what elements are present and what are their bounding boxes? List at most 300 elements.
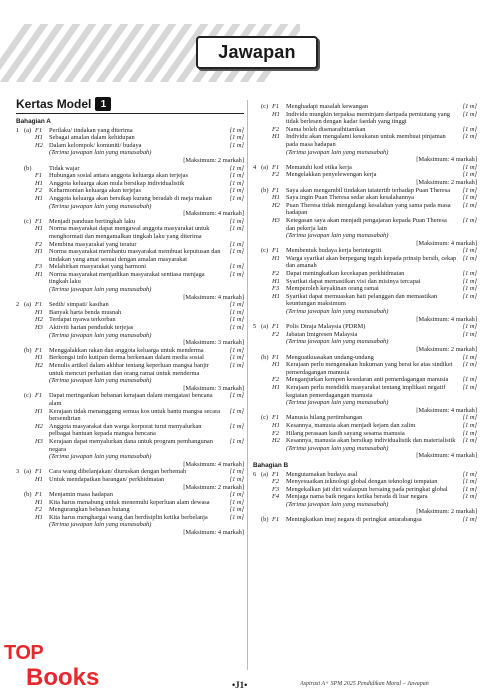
- answer-code: H1: [35, 225, 43, 233]
- answer-row: [16, 294, 244, 302]
- question-part: [24, 484, 35, 492]
- question-number: [253, 493, 261, 501]
- answer-row: [253, 346, 477, 354]
- mark-value: [1 m]: [229, 164, 244, 172]
- mark-value: [1 m]: [229, 194, 244, 202]
- question-part: (a): [261, 163, 269, 171]
- answer-code: [35, 165, 49, 173]
- question-number: 3: [16, 468, 20, 476]
- answer-row: [253, 164, 477, 172]
- question-number: [253, 156, 261, 164]
- question-number: [16, 347, 24, 355]
- question-number: 5: [253, 323, 257, 331]
- answer-code: F1: [272, 163, 280, 171]
- question-number: [253, 240, 261, 248]
- answer-text: Manusia hilang pertimbangan: [286, 414, 363, 422]
- question-number: [253, 516, 261, 524]
- answer-text: Kita harus menabung untuk menemuhi keperluan alam dewasa: [49, 498, 210, 506]
- answer-code: H1: [35, 270, 43, 278]
- question-number: [253, 103, 261, 111]
- answer-text: Polis Diraja Malaysia (PDRM): [286, 323, 366, 331]
- answer-text: Hubungan sosial antara anggota keluarga akan terjejas: [49, 172, 189, 180]
- question-number: [253, 376, 261, 384]
- mark-value: [1 m]: [462, 270, 477, 278]
- answer-text: Kerajaan dapat menyalurkan dana untuk program pembangunan negara: [49, 437, 213, 453]
- question-number: [16, 203, 24, 211]
- mark-value: [1 m]: [229, 187, 244, 195]
- answer-text: Individu mungkin terpaksa meminjam daripada pemiutang yang tidak berlesen dengan kadar faedah yang tinggi: [286, 110, 450, 126]
- answer-text: Jabatan Imigresen Malaysia: [286, 330, 358, 338]
- section-heading: Bahagian B: [253, 461, 289, 469]
- question-part: [261, 376, 272, 384]
- question-number: 6: [253, 470, 257, 478]
- question-part: [24, 316, 35, 324]
- answer-code: [272, 452, 286, 460]
- answer-text: Syarikat dapat memastikan visi dan misinya tercapai: [286, 277, 421, 285]
- answer-code: F1: [272, 516, 280, 524]
- question-number: [16, 392, 24, 407]
- question-number: [16, 187, 24, 195]
- answer-text: Mengurangkan bebanan hutang: [49, 506, 130, 514]
- mark-value: [1 m]: [229, 324, 244, 332]
- question-part: [261, 346, 272, 354]
- question-part: (b): [261, 353, 269, 361]
- question-part: [24, 332, 35, 340]
- mark-value: [1 m]: [462, 493, 477, 501]
- answer-code: F1: [272, 323, 280, 331]
- mark-value: [1 m]: [462, 103, 477, 110]
- answer-row: [16, 210, 244, 218]
- answer-text: Untuk mendapatkan barangan/ perkhidmatan: [49, 475, 165, 483]
- answer-text: Menjadi panduan bertingkah laku: [49, 217, 136, 225]
- answer-code: [35, 521, 49, 529]
- logo-books-text: Books: [26, 664, 100, 691]
- answer-code: H1: [272, 110, 280, 118]
- answer-row: [16, 127, 244, 135]
- answer-text: Mengutamakan budaya asal: [286, 470, 358, 478]
- answer-code: H1: [272, 277, 280, 285]
- question-number: [253, 407, 261, 415]
- question-number: [253, 278, 261, 286]
- question-part: [261, 478, 272, 486]
- max-marks-note: [Maksimum: 4 markah]: [416, 156, 477, 164]
- answer-row: [253, 293, 477, 308]
- answer-row: [253, 478, 477, 486]
- answer-code: H2: [272, 201, 280, 209]
- question-part: [24, 294, 35, 302]
- question-part: [261, 240, 272, 248]
- answer-row: [16, 286, 244, 294]
- question-number: [253, 430, 261, 438]
- answer-row: [253, 445, 477, 453]
- question-number: [16, 362, 24, 377]
- answer-row: [16, 438, 244, 453]
- question-part: [24, 210, 35, 218]
- mark-value: [1 m]: [462, 110, 477, 118]
- answer-text: Menjaga nama baik negara ketika berada di luar negara: [286, 493, 428, 501]
- question-number: [253, 149, 261, 157]
- answer-code: F1: [35, 126, 43, 134]
- question-number: [16, 225, 24, 240]
- answer-row: [253, 452, 477, 460]
- mark-value: [1 m]: [229, 513, 244, 521]
- answer-row: [16, 484, 244, 492]
- answer-text: Mematuhi kod etika kerja: [286, 163, 352, 171]
- question-number: [253, 133, 261, 148]
- alternative-answer-note: (Terima jawapan lain yang munasabah): [49, 331, 152, 339]
- answer-code: [272, 149, 286, 157]
- answer-code: [35, 385, 49, 393]
- answer-text: Memperoleh keyakinan orang ramai: [286, 285, 379, 293]
- answer-code: H2: [35, 141, 43, 149]
- question-number: [16, 491, 24, 499]
- mark-value: [1 m]: [462, 125, 477, 133]
- answer-row: [16, 157, 244, 165]
- answer-text: Perilaku/ tindakan yang diterima: [49, 126, 133, 134]
- column-divider: [247, 100, 248, 670]
- mark-value: [1 m]: [462, 277, 477, 285]
- answer-code: H1: [35, 194, 43, 202]
- max-marks-note: [Maksimum: 2 markah]: [183, 483, 244, 491]
- question-part: [24, 521, 35, 529]
- question-number: [253, 437, 261, 445]
- answer-code: F1: [272, 353, 280, 361]
- question-part: [24, 423, 35, 438]
- answer-code: F2: [272, 330, 280, 338]
- answer-row: [16, 332, 244, 340]
- answer-code: [35, 286, 49, 294]
- question-number: [16, 218, 24, 226]
- mark-value: [1 m]: [462, 437, 477, 445]
- alternative-answer-note: (Terima jawapan lain yang munasabah): [49, 377, 152, 385]
- answer-code: F2: [35, 187, 43, 195]
- answer-code: F1: [35, 346, 43, 354]
- question-part: (a): [261, 470, 269, 478]
- question-number: [16, 286, 24, 294]
- mark-value: [1 m]: [462, 194, 477, 202]
- answer-row: [16, 476, 244, 484]
- mark-value: [1 m]: [462, 516, 477, 524]
- mark-value: [1 m]: [229, 468, 244, 476]
- answer-code: F2: [272, 376, 280, 384]
- answer-code: [272, 316, 286, 324]
- question-number: [253, 171, 261, 179]
- question-part: [261, 422, 272, 430]
- mark-value: [224, 286, 244, 294]
- question-number: 1: [16, 126, 20, 134]
- mark-value: [1 m]: [462, 330, 477, 338]
- question-number: [253, 399, 261, 407]
- answer-row: [16, 529, 244, 537]
- question-part: [261, 149, 272, 157]
- question-number: [16, 294, 24, 302]
- paper-label: Kertas Model: [16, 97, 92, 111]
- answer-row: [253, 430, 477, 438]
- question-part: [261, 430, 272, 438]
- question-part: [261, 501, 272, 509]
- answer-row: [253, 414, 477, 422]
- answer-row: [16, 316, 244, 324]
- mark-value: [1 m]: [229, 172, 244, 180]
- answer-row: [16, 468, 244, 476]
- max-marks-note: [Maksimum: 2 markah]: [416, 178, 477, 186]
- question-number: [16, 180, 24, 188]
- page-title-box: [196, 36, 318, 69]
- question-part: [24, 142, 35, 150]
- question-part: [261, 293, 272, 308]
- mark-value: [457, 445, 477, 453]
- question-part: [24, 203, 35, 211]
- mark-value: [1 m]: [229, 506, 244, 514]
- answer-code: H1: [35, 179, 43, 187]
- answer-code: H2: [35, 316, 43, 324]
- answer-code: [272, 338, 286, 346]
- answer-row: [253, 270, 477, 278]
- answer-text: Saya ingin Puan Theresa sedar akan kesalahannya: [286, 194, 415, 202]
- answer-code: [272, 501, 286, 509]
- answer-text: Dapat meringankan bebanan kerajaan dalam mengatasi bencana alam: [49, 392, 213, 407]
- mark-value: [1 m]: [229, 437, 244, 445]
- answer-code: [272, 232, 286, 240]
- question-part: (c): [261, 247, 269, 255]
- alternative-answer-note: (Terima jawapan lain yang munasabah): [286, 444, 389, 452]
- question-part: [261, 445, 272, 453]
- answer-row: [16, 506, 244, 514]
- max-marks-note: [Maksimum: 4 markah]: [183, 293, 244, 301]
- question-part: [24, 339, 35, 347]
- question-number: [253, 217, 261, 232]
- answer-row: [253, 149, 477, 157]
- answer-row: [16, 218, 244, 226]
- left-answer-list: [16, 127, 244, 537]
- answer-text: Menganjurkan kempen kesedaran anti pemerdagangan manusia: [286, 376, 449, 384]
- mark-value: [1 m]: [229, 498, 244, 506]
- mark-value: [1 m]: [229, 248, 244, 256]
- answer-code: H1: [35, 134, 43, 142]
- question-part: [24, 499, 35, 507]
- answer-row: [253, 217, 477, 232]
- answer-code: H2: [272, 437, 280, 445]
- question-number: [16, 165, 24, 173]
- answer-code: H1: [272, 383, 280, 391]
- answer-code: H1: [35, 498, 43, 506]
- mark-value: [457, 338, 477, 346]
- answer-code: [35, 484, 49, 492]
- answer-text: Banyak harta benda musnah: [49, 308, 122, 316]
- answer-row: [253, 156, 477, 164]
- answer-text: Menghadapi masalah kewangan: [286, 103, 368, 110]
- question-part: [24, 195, 35, 203]
- max-marks-note: [Maksimum: 2 markah]: [183, 156, 244, 164]
- mark-value: [1 m]: [229, 240, 244, 248]
- answer-code: F2: [272, 125, 280, 133]
- answer-row: [16, 377, 244, 385]
- answer-code: H1: [35, 513, 43, 521]
- answer-code: [35, 210, 49, 218]
- answer-code: H1: [35, 475, 43, 483]
- question-part: [24, 180, 35, 188]
- answer-row: [16, 172, 244, 180]
- question-number: [16, 453, 24, 461]
- answer-row: [16, 134, 244, 142]
- question-number: [16, 157, 24, 165]
- question-part: (b): [24, 346, 32, 354]
- mark-value: [457, 149, 477, 157]
- answer-code: H1: [35, 248, 43, 256]
- answer-row: [16, 203, 244, 211]
- answer-row: [253, 232, 477, 240]
- question-part: [261, 493, 272, 501]
- answer-row: [253, 407, 477, 415]
- answer-code: [272, 407, 286, 415]
- question-part: [261, 384, 272, 399]
- question-number: [16, 354, 24, 362]
- question-part: (c): [24, 217, 32, 225]
- question-number: [253, 354, 261, 362]
- answer-text: Sebagai amalan dalam kehidupan: [49, 134, 135, 142]
- answer-row: [253, 361, 477, 376]
- answer-text: Nama boleh disenaraihitamkan: [286, 125, 366, 133]
- question-number: [253, 452, 261, 460]
- question-part: [24, 271, 35, 286]
- answer-code: H1: [272, 421, 280, 429]
- mark-value: [1 m]: [462, 186, 477, 194]
- answer-code: [35, 461, 49, 469]
- answer-row: [16, 187, 244, 195]
- question-part: [261, 399, 272, 407]
- answer-text: Cara wang dibelanjakan/ diuruskan dengan berhemah: [49, 468, 187, 476]
- answer-code: H1: [272, 361, 280, 369]
- question-number: [253, 508, 261, 516]
- max-marks-note: [Maksimum: 2 markah]: [416, 508, 477, 516]
- answer-code: [272, 308, 286, 316]
- answer-row: [253, 194, 477, 202]
- page-title: Jawapan: [218, 42, 296, 62]
- answer-code: [35, 203, 49, 211]
- question-number: [16, 149, 24, 157]
- answer-row: [16, 354, 244, 362]
- answer-row: [253, 202, 477, 217]
- question-number: [253, 293, 261, 308]
- answer-code: H1: [272, 254, 280, 262]
- answer-row: [16, 225, 244, 240]
- mark-value: [1 m]: [229, 141, 244, 149]
- question-number: [16, 377, 24, 385]
- question-part: [261, 232, 272, 240]
- mark-value: [457, 399, 477, 407]
- question-part: (c): [261, 103, 269, 110]
- answer-row: [253, 316, 477, 324]
- answer-text: Terdapat nyawa terkorban: [49, 316, 116, 324]
- answer-text: Norma masyarakat dapat mengawal anggota masyarakat untuk menghormati dan mengamalkan tingkah laku yang diterima: [49, 225, 210, 240]
- answer-row: [253, 323, 477, 331]
- answer-row: [253, 486, 477, 494]
- alternative-answer-note: (Terima jawapan lain yang munasabah): [286, 148, 389, 156]
- answer-row: [16, 408, 244, 423]
- answer-row: [253, 471, 477, 479]
- question-number: [253, 384, 261, 399]
- question-part: [24, 149, 35, 157]
- answer-text: Kerajaan tidak menanggung semua kos untuk bantu mangsa secara bersendirian: [49, 407, 221, 423]
- question-number: [16, 461, 24, 469]
- answer-row: [253, 399, 477, 407]
- answer-code: [35, 157, 49, 165]
- answer-row: [253, 240, 477, 248]
- question-number: [253, 247, 261, 255]
- question-number: [253, 308, 261, 316]
- answer-code: [272, 399, 286, 407]
- answer-text: Ketegasan saya akan menjadi pengajaran kepada Puan Theresa dan pekerja lain: [286, 216, 447, 232]
- question-part: (b): [24, 164, 32, 172]
- question-part: [261, 338, 272, 346]
- answer-row: [16, 453, 244, 461]
- answer-code: F1: [272, 414, 280, 422]
- answer-text: Saya akan mengambil tindakan tatatertib terhadap Puan Theresa: [286, 186, 451, 194]
- answer-code: F2: [35, 506, 43, 514]
- question-part: [24, 438, 35, 453]
- question-part: (c): [24, 392, 32, 400]
- alternative-answer-note: (Terima jawapan lain yang munasabah): [286, 232, 389, 240]
- answer-code: F1: [35, 301, 43, 309]
- left-column: [16, 118, 244, 537]
- question-part: (b): [261, 186, 269, 194]
- question-number: [253, 126, 261, 134]
- mark-value: [224, 377, 244, 385]
- question-number: [16, 210, 24, 218]
- question-number: [16, 241, 24, 249]
- question-number: [253, 501, 261, 509]
- answer-row: [16, 180, 244, 188]
- question-part: [24, 362, 35, 377]
- max-marks-note: [Maksimum: 4 markah]: [416, 406, 477, 414]
- answer-text: Berkongsi info kutipan derma berkenaan dalam media sosial: [49, 354, 204, 362]
- answer-row: [253, 331, 477, 339]
- answer-text: Menulis artikel dalam akhbar tentang keperluan mangsa banjir untuk mencuri perhatian dan orang ramai untuk menderma: [49, 362, 209, 377]
- question-number: [16, 484, 24, 492]
- answer-text: Menggalakkan rakan dan anggota keluarga untuk menderma: [49, 346, 204, 354]
- answer-row: [253, 308, 477, 316]
- question-part: [24, 157, 35, 165]
- question-number: [253, 316, 261, 324]
- answer-text: Membina masyarakat yang teratur: [49, 240, 137, 248]
- mark-value: [1 m]: [462, 353, 477, 361]
- question-number: [16, 271, 24, 286]
- answer-row: [16, 347, 244, 355]
- right-answer-list: [253, 103, 477, 524]
- mark-value: [457, 232, 477, 240]
- question-number: [253, 338, 261, 346]
- answer-row: [16, 499, 244, 507]
- question-part: [261, 133, 272, 148]
- question-number: [253, 331, 261, 339]
- mark-value: [1 m]: [462, 429, 477, 437]
- question-number: [16, 339, 24, 347]
- mark-value: [1 m]: [462, 254, 477, 262]
- mark-value: [1 m]: [462, 376, 477, 384]
- answer-row: [16, 195, 244, 203]
- question-part: (a): [261, 323, 269, 331]
- question-part: (b): [24, 491, 32, 499]
- answer-text: Mengelakkan penyelewengan kerja: [286, 171, 377, 179]
- question-part: [24, 408, 35, 423]
- alternative-answer-note: (Terima jawapan lain yang munasabah): [286, 399, 389, 407]
- book-title: Aspirasi A+ SPM 2025 Pendidikan Moral – Jawapan: [300, 681, 429, 687]
- answer-code: H1: [35, 407, 43, 415]
- mark-value: [1 m]: [229, 392, 244, 400]
- answer-text: Kita harus menghargai wang dan berdisiplin ketika berbelanja: [49, 513, 208, 521]
- answer-code: F4: [272, 493, 280, 501]
- question-part: (a): [24, 126, 32, 134]
